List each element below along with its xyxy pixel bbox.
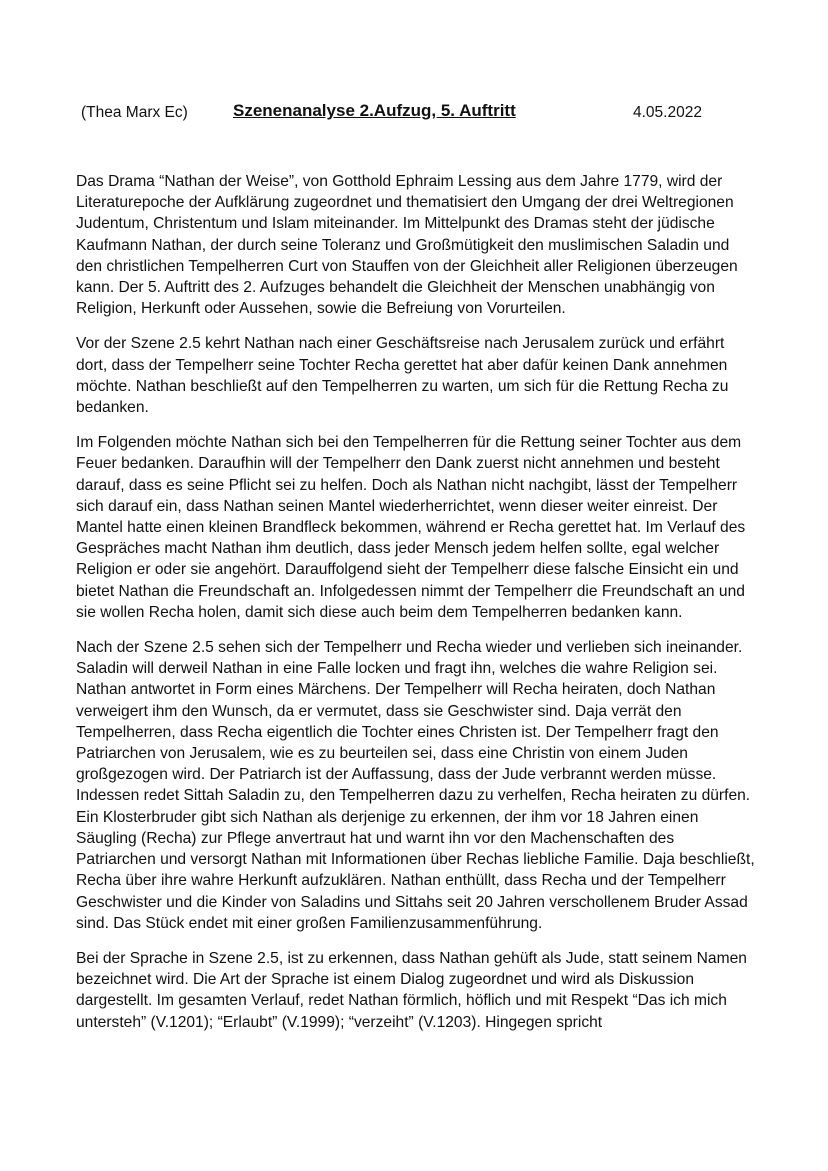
document-title: Szenenanalyse 2.Aufzug, 5. Auftritt — [233, 101, 516, 120]
document-date: 4.05.2022 — [633, 104, 702, 121]
document-body — [76, 171, 756, 1047]
author-name: (Thea Marx Ec) — [81, 104, 188, 121]
document-header — [0, 101, 828, 125]
paragraph-scene-content: Im Folgenden möchte Nathan sich bei den Tempelherren für die Rettung seiner Tochter aus dem Feuer bedanken. Daraufhin will der Tempelherr den Dank zuerst nicht annehmen und besteht darauf, dass es seine Pflicht sei zu helfen. Doch als Nathan nicht nachgibt, lässt der Tempelherr sich darauf ein, dass Nathan seinen Mantel wiederherrichtet, wenn dieser weiter einreist. Der Mantel hatte einen kleinen Brandfleck bekommen, während er Recha gerettet hat. Im Verlauf des Gespräches macht Nathan ihm deutlich, dass jeder Mensch jedem helfen sollte, egal welcher Religion er oder sie angehört. Darauffolgend sieht der Tempelherr diese falsche Einsicht ein und bietet Nathan die Freundschaft an. Infolgedessen nimmt der Tempelherr die Freundschaft an und sie wollen Recha holen, damit sich diese auch beim dem Tempelherren bedanken kann. — [76, 434, 746, 621]
paragraph-language: Bei der Sprache in Szene 2.5, ist zu erkennen, dass Nathan gehüft als Jude, statt seinem Namen bezeichnet wird. Die Art der Sprache ist einem Dialog zugeordnet und wird als Diskussion dargestellt. Im gesamten Verlauf, redet Nathan förmlich, höflich und mit Respekt “Das ich mich untersteh” (V.1201); “Erlaubt” (V.1999); “verzeiht” (V.1203). Hingegen spricht — [76, 949, 747, 1031]
paragraph-intro: Das Drama “Nathan der Weise”, von Gotthold Ephraim Lessing aus dem Jahre 1779, wird der Literaturepoche der Aufklärung zugeordnet und thematisiert den Umgang der drei Weltregionen Judentum, Christentum und Islam miteinander. Im Mittelpunkt des Dramas steht der jüdische Kaufmann Nathan, der durch seine Toleranz und Großmütigkeit den muslimischen Saladin und den christlichen Tempelherren Curt von Stauffen von der Gleichheit aller Religionen überzeugen kann. Der 5. Auftritt des 2. Aufzuges behandelt die Gleichheit der Menschen unabhängig von Religion, Herkunft oder Aussehen, sowie die Befreiung von Vorurteilen. — [76, 173, 738, 318]
paragraph-after-scene: Nach der Szene 2.5 sehen sich der Tempelherr und Recha wieder und verlieben sich ineinander. Saladin will derweil Nathan in eine Falle locken und fragt ihn, welches die wahre Religion sei. Nathan antwortet in Form eines Märchens. Der Tempelherr will Recha heiraten, doch Nathan verweigert ihm den Wunsch, da er vermutet, dass sie Geschwister sind. Daja verrät den Tempelherren, dass Recha eigentlich die Tochter eines Christen ist. Der Tempelherr fragt den Patriarchen von Jerusalem, wie es zu beurteilen sei, dass eine Christin von einem Juden großgezogen wird. Der Patriarch ist der Auffassung, dass der Jude verbrannt werden müsse. Indessen redet Sittah Saladin zu, den Tempelherren dazu zu verhelfen, Recha heiraten zu dürfen. Ein Klosterbruder gibt sich Nathan als derjenige zu erkennen, der ihm vor 18 Jahren einen Säugling (Recha) zur Pflege anvertraut hat und warnt ihn vor den Machenschaften des Patriarchen und versorgt Nathan mit Informationen über Rechas liebliche Familie. Daja beschließt, Recha über ihre wahre Herkunft aufzuklären. Nathan enthüllt, dass Recha und der Tempelherr Geschwister und die Kinder von Saladins und Sittahs seit 20 Jahren verschollenem Bruder Assad sind. Das Stück endet mit einer großen Familienzusammenführung. — [76, 639, 755, 932]
paragraph-before-scene: Vor der Szene 2.5 kehrt Nathan nach einer Geschäftsreise nach Jerusalem zurück und erfährt dort, dass der Tempelherr seine Tochter Recha gerettet hat aber dafür keinen Dank annehmen möchte. Nathan beschließt auf den Tempelherren zu warten, um sich für die Rettung Recha zu bedanken. — [76, 335, 729, 417]
